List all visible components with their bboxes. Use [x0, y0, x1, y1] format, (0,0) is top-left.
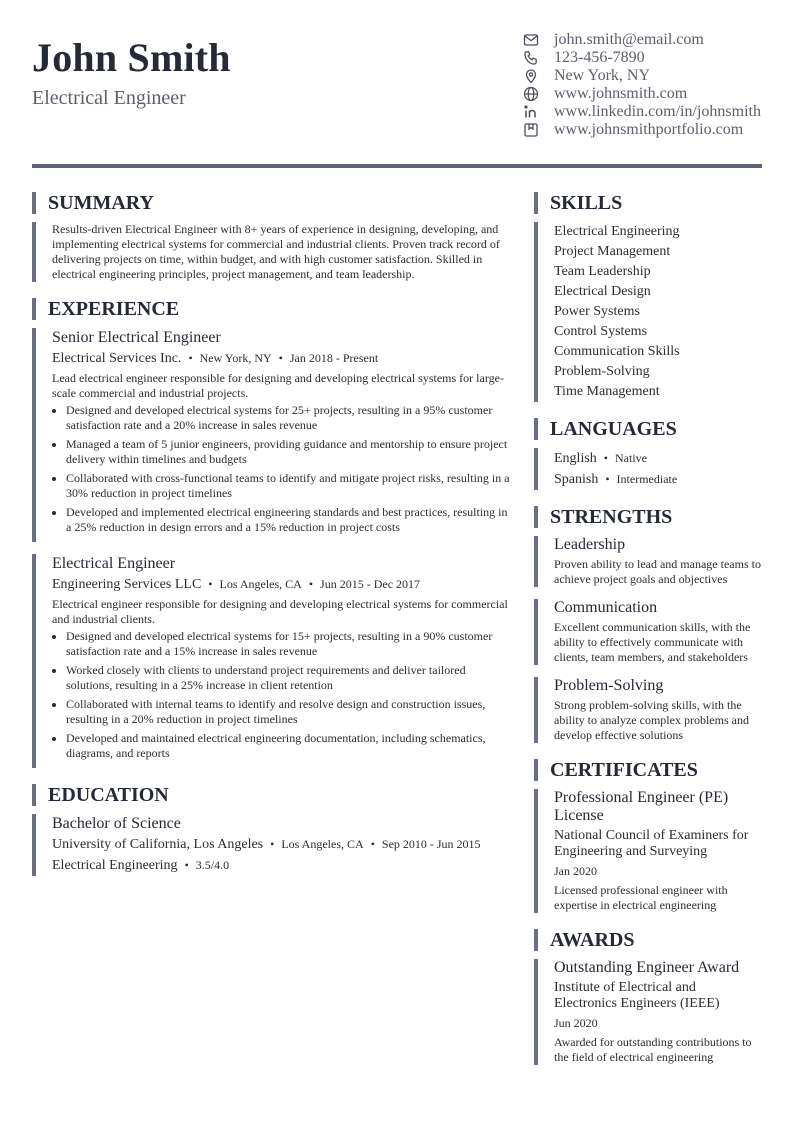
- language-level: Intermediate: [616, 472, 678, 486]
- job-bullet: • Worked closely with clients to understand project requirements and deliver tailored solutions, resulting in a 25% increase in client retention: [66, 663, 512, 693]
- job-bullet: • Designed and developed electrical systems for 15+ projects, resulting in a 90% customer satisfaction rate and a 15% increase in sales revenue: [66, 629, 512, 659]
- strengths-heading: STRENGTHS: [534, 506, 762, 528]
- globe-icon: [522, 86, 539, 103]
- strength-item: [534, 536, 762, 587]
- certificate-item: [534, 789, 762, 913]
- contact-phone[interactable]: [522, 49, 772, 67]
- strength-item: [534, 599, 762, 665]
- education-location: Los Angeles, CA: [281, 837, 364, 851]
- job-company: Electrical Services Inc.: [52, 351, 182, 366]
- language-name: English: [554, 451, 597, 466]
- resume-header: [32, 0, 762, 168]
- strength-text: Excellent communication skills, with the ability to effectively communicate with clients, team members, and stakeholders: [554, 620, 751, 664]
- job-description: Electrical engineer responsible for designing and developing electrical systems for commercial and industrial clients.: [52, 597, 508, 626]
- language-name: Spanish: [554, 472, 599, 487]
- education-item: [32, 814, 512, 876]
- job-meta: Electrical Services Inc. • New York, NY • Jan 2018 - Present: [52, 351, 379, 366]
- certificates-heading: CERTIFICATES: [534, 759, 762, 781]
- job-role: Senior Electrical Engineer: [52, 329, 221, 346]
- experience-item: [32, 328, 512, 542]
- strength-text: Strong problem-solving skills, with the ability to analyze complex problems and develop effective solutions: [554, 698, 749, 742]
- summary-text: Results-driven Electrical Engineer with 8+ years of experience in designing, developing, and implementing electrical systems for commercial and industrial clients. Proven track record of delivering projects on time, within budget, and with high customer satisfaction. Skilled in electrical engineering principles, project management, and team leadership.: [32, 222, 512, 282]
- certificate-issuer: National Council of Examiners for Engineering and Surveying: [554, 828, 749, 859]
- skill-item: Power Systems: [554, 304, 640, 319]
- certificate-title: Professional Engineer (PE) License: [554, 789, 729, 824]
- certificate-date: Jan 2020: [554, 864, 597, 878]
- award-date: Jun 2020: [554, 1016, 598, 1030]
- header-divider: [32, 164, 762, 168]
- strength-item: [534, 677, 762, 743]
- language-item: English • Native: [554, 451, 647, 466]
- location-icon: [522, 68, 539, 85]
- skill-item: Problem-Solving: [554, 364, 650, 379]
- portfolio-icon: [522, 122, 539, 139]
- job-bullet: • Managed a team of 5 junior engineers, providing guidance and mentorship to ensure project delivery within timelines and budgets: [66, 437, 512, 467]
- education-meta: University of California, Los Angeles • Los Angeles, CA • Sep 2010 - Jun 2015: [52, 837, 481, 852]
- strength-text: Proven ability to lead and manage teams to achieve project goals and objectives: [554, 557, 761, 586]
- skill-item: Time Management: [554, 384, 660, 399]
- job-bullet: • Developed and implemented electrical engineering standards and best practices, resulting in a 25% reduction in design errors and a 15% reduction in project costs: [66, 505, 512, 535]
- contact-location: [522, 67, 772, 85]
- skill-item: Communication Skills: [554, 344, 680, 359]
- job-bullets: [52, 403, 512, 535]
- job-bullet: • Collaborated with cross-functional teams to identify and mitigate project risks, resulting in a 30% reduction in project timelines: [66, 471, 512, 501]
- award-title: Outstanding Engineer Award: [554, 959, 740, 976]
- contact-portfolio-text: www.johnsmithportfolio.com: [554, 121, 744, 138]
- email-icon: [522, 32, 539, 49]
- skill-item: Electrical Design: [554, 284, 651, 299]
- languages-heading: LANGUAGES: [534, 418, 762, 440]
- awards-heading: AWARDS: [534, 929, 762, 951]
- job-bullet: • Developed and maintained electrical engineering documentation, including schematics, diagrams, and reports: [66, 731, 512, 761]
- education-field: Electrical Engineering: [52, 858, 178, 873]
- skills-heading: SKILLS: [534, 192, 762, 214]
- skills-list: [534, 222, 762, 402]
- languages-list: [534, 448, 762, 490]
- contact-linkedin[interactable]: [522, 103, 772, 121]
- job-bullet: • Collaborated with internal teams to identify and resolve design and construction issues, resulting in a 20% reduction in project timelines: [66, 697, 512, 727]
- right-column: [534, 192, 762, 1065]
- award-item: [534, 959, 762, 1065]
- job-dates: Jun 2015 - Dec 2017: [320, 577, 421, 591]
- job-location: Los Angeles, CA: [219, 577, 302, 591]
- job-location: New York, NY: [199, 351, 272, 365]
- skill-item: Project Management: [554, 244, 671, 259]
- skill-item: Electrical Engineering: [554, 224, 680, 239]
- contact-phone-text: 123-456-7890: [554, 49, 645, 66]
- candidate-name: John Smith: [32, 35, 231, 80]
- contact-list: [522, 31, 772, 139]
- education-degree: Bachelor of Science: [52, 815, 181, 832]
- skill-item: Team Leadership: [554, 264, 651, 279]
- education-school: University of California, Los Angeles: [52, 837, 264, 852]
- contact-website[interactable]: [522, 85, 772, 103]
- contact-portfolio[interactable]: [522, 121, 772, 139]
- candidate-title: Electrical Engineer: [32, 87, 186, 109]
- job-bullet: • Designed and developed electrical systems for 25+ projects, resulting in a 95% customer satisfaction rate and a 20% increase in sales revenue: [66, 403, 512, 433]
- job-bullets: [52, 629, 512, 761]
- education-heading: EDUCATION: [32, 784, 512, 806]
- strength-title: Problem-Solving: [554, 677, 664, 694]
- language-item: Spanish • Intermediate: [554, 472, 678, 487]
- resume-page: [32, 0, 762, 1064]
- award-issuer: Institute of Electrical and Electronics Engineers (IEEE): [554, 980, 720, 1011]
- education-dates: Sep 2010 - Jun 2015: [381, 837, 481, 851]
- linkedin-icon: [522, 104, 539, 121]
- strength-title: Leadership: [554, 536, 626, 553]
- contact-location-text: New York, NY: [554, 67, 651, 84]
- language-level: Native: [614, 451, 647, 465]
- summary-heading: SUMMARY: [32, 192, 512, 214]
- job-meta: Engineering Services LLC • Los Angeles, CA • Jun 2015 - Dec 2017: [52, 577, 421, 592]
- certificate-text: Licensed professional engineer with expertise in electrical engineering: [554, 883, 728, 912]
- phone-icon: [522, 50, 539, 67]
- job-dates: Jan 2018 - Present: [289, 351, 379, 365]
- left-column: [32, 192, 512, 876]
- education-field-row: Electrical Engineering • 3.5/4.0: [52, 858, 230, 873]
- strength-title: Communication: [554, 599, 658, 616]
- contact-website-text: www.johnsmith.com: [554, 85, 688, 102]
- job-role: Electrical Engineer: [52, 555, 176, 572]
- education-gpa: 3.5/4.0: [195, 858, 230, 872]
- job-description: Lead electrical engineer responsible for designing and developing electrical systems for large-scale commercial and industrial projects.: [52, 371, 504, 400]
- contact-email[interactable]: [522, 31, 772, 49]
- experience-heading: EXPERIENCE: [32, 298, 512, 320]
- contact-linkedin-text: www.linkedin.com/in/johnsmith: [554, 103, 761, 120]
- experience-item: [32, 554, 512, 768]
- job-company: Engineering Services LLC: [52, 577, 202, 592]
- contact-email-text: john.smith@email.com: [554, 31, 704, 48]
- award-text: Awarded for outstanding contributions to the field of electrical engineering: [554, 1035, 752, 1064]
- skill-item: Control Systems: [554, 324, 647, 339]
